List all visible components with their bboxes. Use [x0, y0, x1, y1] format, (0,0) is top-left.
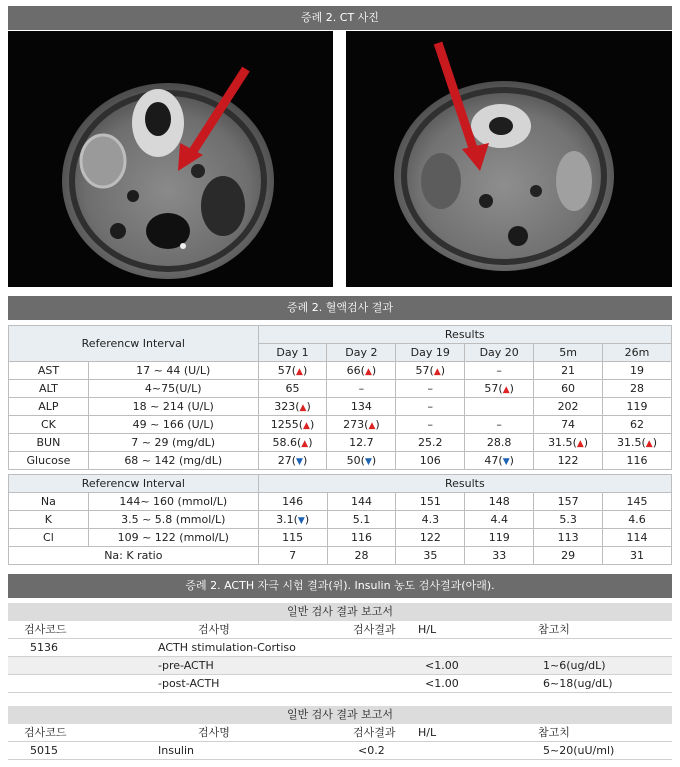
down-triangle-icon: ▼ [297, 516, 305, 526]
result-cell [327, 380, 396, 398]
result-cell [396, 416, 465, 434]
name-header: 검사명 [198, 726, 230, 739]
result-value: 5.3 [559, 513, 577, 526]
up-triangle-icon: ▲ [296, 367, 303, 377]
result-cell [258, 529, 327, 547]
result-value: 114 [626, 531, 648, 544]
result-value: 58.6 [272, 436, 297, 449]
result-value: 47 [484, 454, 499, 467]
ratio-value: 28 [327, 547, 396, 565]
result-value: – [496, 364, 502, 377]
reference-value: 5~20(uU/ml) [543, 744, 615, 757]
insulin-report [8, 706, 672, 760]
ratio-value: 29 [534, 547, 603, 565]
report-row [8, 639, 672, 657]
reference-range: 3.5 ~ 5.8 (mmol/L) [88, 511, 258, 529]
up-triangle-icon: ▲ [299, 403, 307, 413]
result-value: 66 [346, 364, 361, 377]
result-cell [465, 362, 534, 380]
result-cell [534, 380, 603, 398]
result-value: 4.6 [628, 513, 646, 526]
result-cell [534, 452, 603, 470]
test-name: -post-ACTH [158, 677, 220, 690]
reference-value: 6~18(ug/dL) [543, 677, 613, 690]
result-header: 검사결과 [353, 726, 396, 739]
result-cell [396, 452, 465, 470]
ratio-value: 35 [396, 547, 465, 565]
result-cell [396, 398, 465, 416]
reference-range: 49 ~ 166 (U/L) [88, 416, 258, 434]
result-cell [396, 529, 465, 547]
result-cell [534, 511, 603, 529]
result-value: 25.2 [418, 436, 443, 449]
result-value: 113 [557, 531, 579, 544]
result-value: 273 [343, 418, 365, 431]
test-code: 5015 [30, 744, 58, 757]
result-cell [603, 398, 672, 416]
ct-section-title: 증례 2. CT 사진 [8, 6, 672, 30]
day-header: Day 20 [465, 344, 534, 362]
hl-header: H/L [418, 726, 437, 739]
result-value: 119 [626, 400, 648, 413]
table-row [9, 493, 672, 511]
report-row [8, 657, 672, 675]
result-value: 134 [350, 400, 372, 413]
result-cell [465, 416, 534, 434]
up-triangle-icon: ▲ [364, 367, 372, 377]
result-value: – [427, 400, 434, 413]
reference-value: 1~6(ug/dL) [543, 659, 606, 672]
up-triangle-icon: ▲ [301, 439, 309, 449]
result-cell [465, 529, 534, 547]
result-cell [603, 380, 672, 398]
test-name: Na [9, 493, 89, 511]
test-name: ALT [9, 380, 89, 398]
table-row [9, 416, 672, 434]
result-cell [534, 362, 603, 380]
result-cell: 57(▲) [396, 362, 465, 380]
result-value: 1255 [270, 418, 299, 431]
result-cell: 323(▲) [258, 398, 327, 416]
name-header: 검사명 [198, 623, 230, 636]
result-cell [396, 493, 465, 511]
result-cell [534, 493, 603, 511]
result-cell: 3.1(▼) [258, 511, 327, 529]
result-value: – [427, 418, 434, 431]
test-name: -pre-ACTH [158, 659, 214, 672]
result-value: 119 [488, 531, 510, 544]
up-triangle-icon: ▲ [576, 439, 584, 449]
result-cell [534, 398, 603, 416]
result-cell [465, 434, 534, 452]
result-value: 31.5 [617, 436, 642, 449]
result-value: 122 [419, 531, 441, 544]
result-cell [603, 511, 672, 529]
result-cell [396, 511, 465, 529]
result-cell [258, 380, 327, 398]
result-value: 202 [557, 400, 579, 413]
result-value: 57 [277, 364, 292, 377]
result-value: 27 [277, 454, 292, 467]
test-name: Cl [9, 529, 89, 547]
test-name: Glucose [9, 452, 89, 470]
reference-range: 68 ~ 142 (mg/dL) [88, 452, 258, 470]
reference-range: 18 ~ 214 (U/L) [88, 398, 258, 416]
down-triangle-icon: ▼ [502, 457, 510, 467]
result-value: 146 [282, 495, 304, 508]
result-value: 12.7 [349, 436, 374, 449]
up-triangle-icon: ▲ [645, 439, 653, 449]
result-cell [534, 416, 603, 434]
up-triangle-icon: ▲ [433, 367, 441, 377]
result-value: 144 [351, 495, 373, 508]
test-name: AST [9, 362, 89, 380]
result-cell [534, 529, 603, 547]
result-value: – [427, 382, 434, 395]
result-value: 57 [484, 382, 499, 395]
table-row [9, 547, 672, 565]
result-value: 145 [626, 495, 648, 508]
ratio-value: 33 [465, 547, 534, 565]
test-name: Insulin [158, 744, 195, 757]
result-cell [603, 452, 672, 470]
test-name: BUN [9, 434, 89, 452]
result-value: 21 [561, 364, 576, 377]
result-cell: 27(▼) [258, 452, 327, 470]
test-name: ACTH stimulation-Cortiso [158, 641, 296, 654]
result-cell: 273(▲) [327, 416, 396, 434]
reference-header: 참고치 [538, 623, 570, 636]
result-header: 검사결과 [353, 623, 396, 636]
result-value: 116 [351, 531, 373, 544]
result-cell: 31.5(▲) [603, 434, 672, 452]
result-value: 57 [415, 364, 430, 377]
day-header: 26m [603, 344, 672, 362]
ct-image-right [346, 31, 672, 287]
up-triangle-icon: ▲ [368, 421, 376, 431]
day-header: 5m [534, 344, 603, 362]
report-row [8, 675, 672, 693]
report-header-row [8, 621, 672, 639]
reference-range: 4~75(U/L) [88, 380, 258, 398]
acth-section-title: 증례 2. ACTH 자극 시험 결과(위). Insulin 농도 검사결과(아래). [8, 574, 672, 598]
table-row [9, 434, 672, 452]
result-value: 323 [274, 400, 296, 413]
result-cell [603, 529, 672, 547]
result-value: 65 [285, 382, 300, 395]
test-name: K [9, 511, 89, 529]
result-value: 28 [630, 382, 644, 395]
day-header: Day 1 [258, 344, 327, 362]
result-cell: 47(▼) [465, 452, 534, 470]
blood-chemistry-table [8, 325, 672, 470]
result-value: 50 [346, 454, 361, 467]
result-value: 116 [626, 454, 648, 467]
result-value: 62 [630, 418, 644, 431]
result-value: 31.5 [548, 436, 573, 449]
result-cell [465, 511, 534, 529]
result-value: 3.1 [276, 513, 294, 526]
result-cell: 31.5(▲) [534, 434, 603, 452]
result-cell [465, 398, 534, 416]
result-cell: 50(▼) [327, 452, 396, 470]
reference-range: 7 ~ 29 (mg/dL) [88, 434, 258, 452]
result-cell [327, 511, 396, 529]
report-title: 일반 검사 결과 보고서 [8, 603, 672, 621]
result-value: 5.1 [352, 513, 371, 526]
ratio-value: 31 [603, 547, 672, 565]
result-cell [396, 380, 465, 398]
result-value: – [496, 418, 502, 431]
hl-value: <1.00 [425, 659, 459, 672]
test-name: CK [9, 416, 89, 434]
table-row [9, 511, 672, 529]
reference-range: 109 ~ 122 (mmol/L) [88, 529, 258, 547]
result-cell [327, 529, 396, 547]
result-value: 106 [419, 454, 441, 467]
code-header: 검사코드 [24, 726, 67, 739]
reference-range: 144~ 160 (mmol/L) [88, 493, 258, 511]
table-row [9, 362, 672, 380]
report-header-row [8, 724, 672, 742]
table-row [9, 398, 672, 416]
table-row [9, 452, 672, 470]
results-header: Results [258, 326, 671, 344]
result-value: 157 [557, 495, 579, 508]
report-row [8, 742, 672, 760]
hl-value: <1.00 [425, 677, 459, 690]
result-value: 28.8 [486, 436, 512, 449]
electrolyte-table [8, 474, 672, 565]
result-cell: 1255(▲) [258, 416, 327, 434]
result-cell [603, 416, 672, 434]
test-name: ALP [9, 398, 89, 416]
result-cell [327, 493, 396, 511]
result-value: 4.4 [490, 513, 509, 526]
test-code: 5136 [30, 641, 58, 654]
day-header: Day 19 [396, 344, 465, 362]
down-triangle-icon: ▼ [296, 457, 303, 467]
test-result: <0.2 [358, 744, 385, 757]
ratio-label: Na: K ratio [9, 547, 259, 565]
result-cell [396, 434, 465, 452]
result-cell: 57(▲) [258, 362, 327, 380]
result-cell: 66(▲) [327, 362, 396, 380]
report-title: 일반 검사 결과 보고서 [8, 706, 672, 724]
acth-report [8, 603, 672, 693]
result-value: 19 [630, 364, 644, 377]
up-triangle-icon: ▲ [502, 385, 510, 395]
blood-section-title: 증례 2. 혈액검사 결과 [8, 296, 672, 320]
hl-header: H/L [418, 623, 437, 636]
result-value: 115 [282, 531, 304, 544]
ct-image-left [8, 31, 333, 287]
result-cell: 57(▲) [465, 380, 534, 398]
table-row [9, 529, 672, 547]
result-cell [258, 493, 327, 511]
ratio-value: 7 [258, 547, 327, 565]
result-value: 151 [419, 495, 441, 508]
up-triangle-icon: ▲ [303, 421, 310, 431]
reference-interval-header: Referencw Interval [9, 475, 259, 493]
result-value: 4.3 [421, 513, 440, 526]
result-cell [603, 362, 672, 380]
down-triangle-icon: ▼ [364, 457, 372, 467]
results-header: Results [258, 475, 671, 493]
result-value: 60 [561, 382, 576, 395]
result-cell: 58.6(▲) [258, 434, 327, 452]
reference-interval-header: Referencw Interval [9, 326, 259, 362]
result-cell [465, 493, 534, 511]
result-value: 122 [557, 454, 579, 467]
result-cell [603, 493, 672, 511]
table-row [9, 380, 672, 398]
code-header: 검사코드 [24, 623, 67, 636]
result-value: 148 [488, 495, 510, 508]
result-value: 74 [561, 418, 576, 431]
result-value: – [358, 382, 365, 395]
result-cell [327, 434, 396, 452]
result-cell [327, 398, 396, 416]
day-header: Day 2 [327, 344, 396, 362]
reference-range: 17 ~ 44 (U/L) [88, 362, 258, 380]
reference-header: 참고치 [538, 726, 570, 739]
